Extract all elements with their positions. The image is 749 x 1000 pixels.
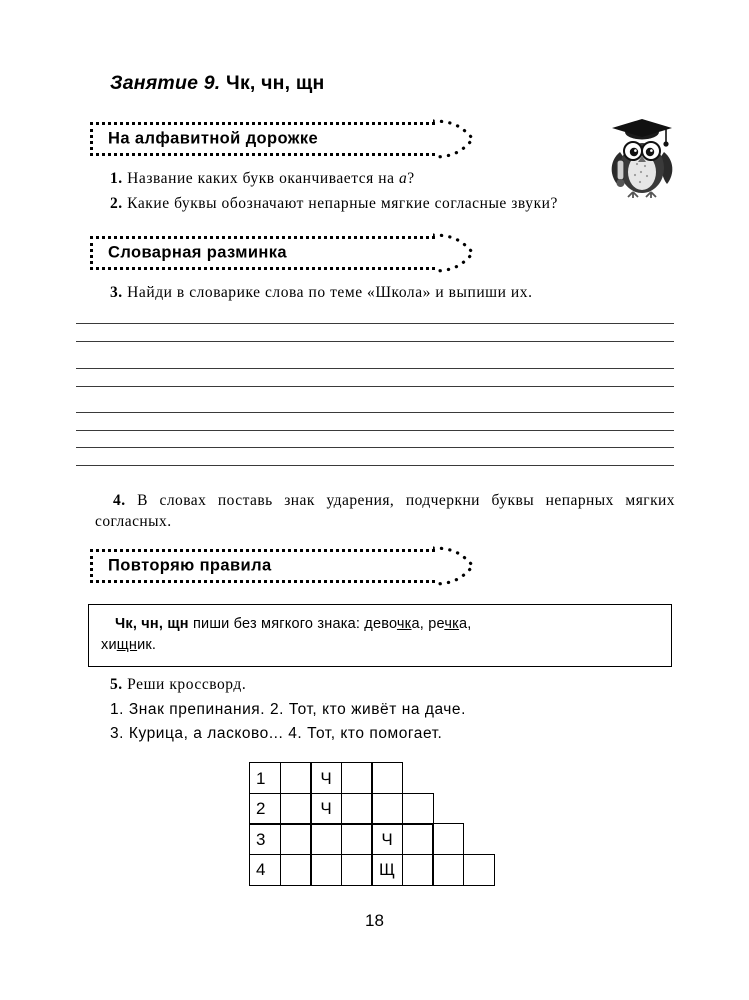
crossword-cell[interactable]: [432, 823, 464, 855]
rule-example-2-underlined: чк: [444, 616, 459, 632]
crossword-cell[interactable]: [310, 854, 342, 886]
crossword-cell[interactable]: [341, 793, 373, 825]
rule-text: [101, 614, 659, 635]
banner-label: Словарная разминка: [108, 243, 287, 262]
question-4-number: 4.: [113, 492, 126, 509]
question-5: [110, 676, 246, 694]
question-1-text-before: Название каких букв оканчивается на: [127, 170, 399, 187]
question-4-text: В словах поставь знак ударения, подчеркни буквы непарных мягких согласных.: [95, 492, 676, 530]
question-1-italic-letter: а: [398, 170, 408, 187]
rule-example-3-underlined: щн: [116, 637, 138, 653]
question-1: [110, 170, 415, 188]
writing-line[interactable]: [76, 447, 674, 448]
rule-example-1-post: а,: [411, 616, 425, 632]
page-title: [110, 72, 325, 95]
crossword-cell[interactable]: [280, 762, 312, 794]
crossword-cell[interactable]: [371, 762, 403, 794]
banner-arrow-tip-icon: [433, 233, 477, 273]
crossword-cell[interactable]: Ч: [310, 762, 342, 794]
crossword-row: [249, 762, 493, 794]
question-2-text: Какие буквы обозначают непарные мягкие согласные звуки?: [127, 195, 558, 212]
crossword-row-number: 1: [249, 762, 281, 794]
rule-text-line-2: [101, 635, 659, 656]
crossword-row: [249, 793, 493, 825]
crossword-clue-line-1: 1. Знак препинания. 2. Тот, кто живёт на даче.: [110, 701, 466, 718]
crossword-row-number: 3: [249, 823, 281, 855]
rule-example-2-post: а,: [458, 616, 472, 632]
crossword-cell[interactable]: [402, 823, 434, 855]
crossword-cell[interactable]: [280, 854, 312, 886]
crossword-cell[interactable]: [463, 854, 495, 886]
banner-arrow-tip-icon: [433, 119, 477, 159]
crossword-clue-line-2: 3. Курица, а ласково... 4. Тот, кто помогает.: [110, 725, 443, 742]
crossword-cell[interactable]: Ч: [371, 823, 403, 855]
question-3-text: Найди в словарике слова по теме «Школа» и выпиши их.: [127, 284, 533, 301]
question-5-text: Реши кроссворд.: [127, 676, 247, 693]
crossword-row-number: 4: [249, 854, 281, 886]
rule-example-2-pre: ре: [428, 616, 445, 632]
crossword-cell[interactable]: [432, 854, 464, 886]
crossword-cell[interactable]: [402, 793, 434, 825]
writing-line[interactable]: [76, 341, 674, 342]
writing-line[interactable]: [76, 323, 674, 324]
question-5-number: 5.: [110, 676, 123, 693]
crossword-cell[interactable]: [402, 854, 434, 886]
owl-graduate-icon: [600, 112, 684, 204]
writing-line[interactable]: [76, 430, 674, 431]
rule-example-1-pre: дево: [364, 616, 397, 632]
rule-example-3-pre: хи: [101, 637, 117, 653]
rule-example-2: [428, 616, 471, 632]
question-2-number: 2.: [110, 195, 123, 212]
writing-line[interactable]: [76, 368, 674, 369]
rule-example-1-underlined: чк: [396, 616, 412, 632]
lesson-number: Занятие 9.: [110, 72, 221, 94]
writing-line[interactable]: [76, 465, 674, 466]
rule-keyword: Чк, чн, щн: [115, 616, 189, 632]
crossword-cell[interactable]: [341, 823, 373, 855]
rule-example-1: [364, 616, 424, 632]
crossword-cell[interactable]: Ч: [310, 793, 342, 825]
rule-middle-text: пиши без мягкого знака:: [188, 616, 365, 632]
rule-box: [88, 604, 672, 667]
question-3: [110, 284, 533, 302]
question-4: [95, 490, 675, 532]
crossword-cell[interactable]: [341, 854, 373, 886]
crossword-row-number: 2: [249, 793, 281, 825]
crossword-row: [249, 854, 493, 886]
question-2: [110, 195, 558, 213]
crossword-cell[interactable]: [371, 793, 403, 825]
question-1-text-after: ?: [407, 170, 415, 187]
banner-arrow-tip-icon: [433, 546, 477, 586]
crossword-cell[interactable]: Щ: [371, 854, 403, 886]
crossword-cell[interactable]: [280, 793, 312, 825]
crossword-cell[interactable]: [341, 762, 373, 794]
question-1-number: 1.: [110, 170, 123, 187]
crossword-cell[interactable]: [280, 823, 312, 855]
crossword-cell[interactable]: [310, 823, 342, 855]
page-number: 18: [365, 911, 384, 930]
banner-label: Повторяю правила: [108, 556, 272, 575]
crossword-row: [249, 823, 493, 855]
banner-label: На алфавитной дорожке: [108, 129, 319, 148]
question-3-number: 3.: [110, 284, 123, 301]
lesson-topic: Чк, чн, щн: [226, 72, 325, 94]
writing-line[interactable]: [76, 412, 674, 413]
writing-line[interactable]: [76, 386, 674, 387]
rule-example-3: [101, 637, 156, 653]
rule-example-3-post: ик.: [137, 637, 157, 653]
crossword-grid: [249, 762, 493, 884]
